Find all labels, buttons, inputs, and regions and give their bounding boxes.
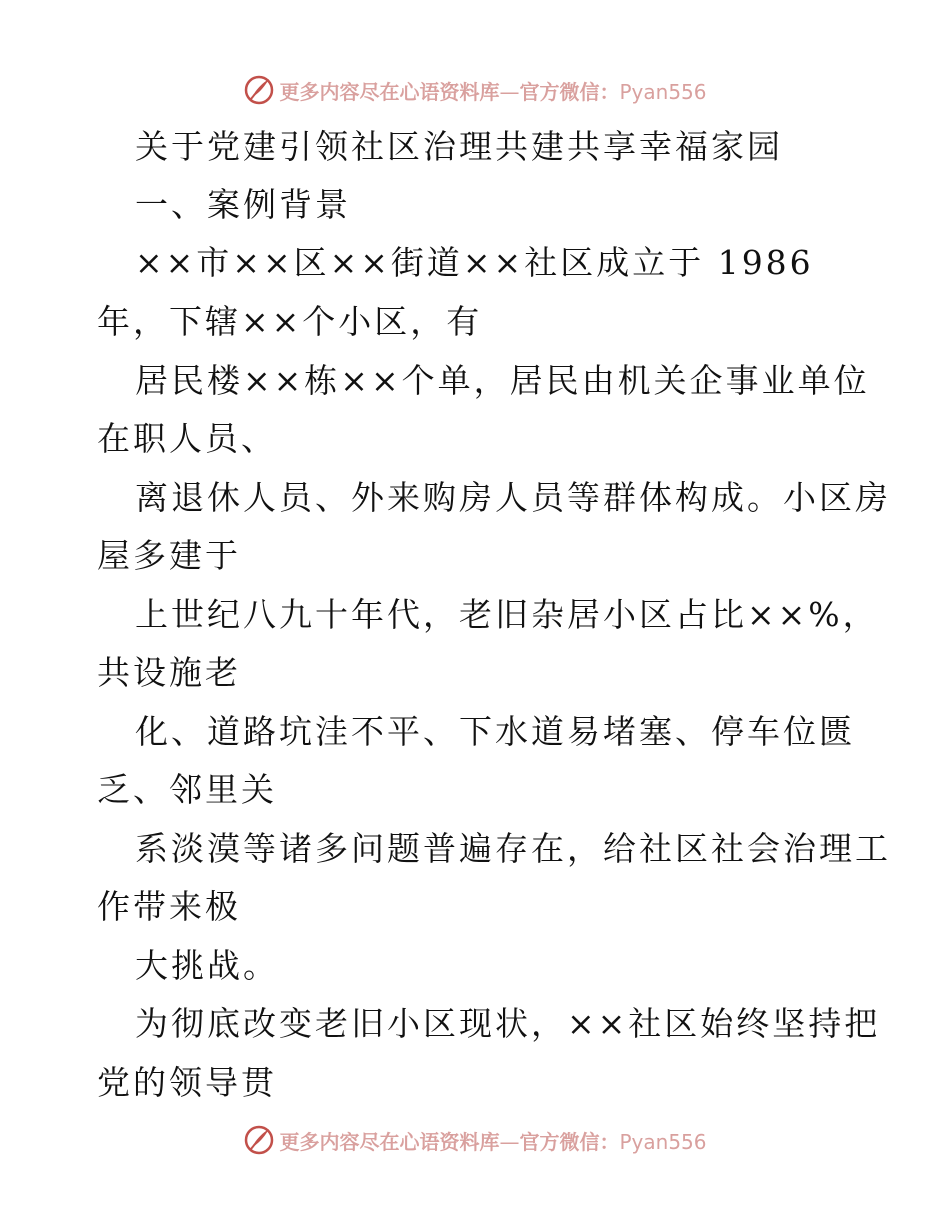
paragraph-line: 共设施老	[97, 653, 241, 692]
watermark-wechat-id: Pyan556	[619, 79, 707, 104]
watermark-separator: —	[499, 1129, 520, 1154]
paragraph-line: 离退休人员、外来购房人员等群体构成。小区房	[135, 478, 891, 517]
paragraph-line: 屋多建于	[97, 536, 241, 575]
section-heading: 一、案例背景	[135, 185, 351, 224]
paragraph-line: 化、道路坑洼不平、下水道易堵塞、停车位匮	[135, 712, 855, 751]
document-title: 关于党建引领社区治理共建共享幸福家园	[135, 127, 783, 166]
watermark-wechat-label: 官方微信：	[519, 1129, 620, 1154]
quill-logo-icon	[243, 1124, 275, 1156]
header-watermark	[0, 70, 950, 110]
paragraph-line: 大挑战。	[135, 946, 279, 985]
paragraph-line: 作带来极	[97, 887, 241, 926]
watermark-wechat-id: Pyan556	[619, 1129, 707, 1154]
paragraph-line: 为彻底改变老旧小区现状，××社区始终坚持把	[135, 1004, 881, 1043]
paragraph-line: 上世纪八九十年代，老旧杂居小区占比××%，	[135, 595, 879, 634]
watermark-separator: —	[499, 79, 520, 104]
watermark-text	[279, 1126, 706, 1155]
paragraph-line: 在职人员、	[97, 419, 277, 458]
paragraph-line: ××市××区××街道××社区成立于 1986	[135, 243, 814, 282]
paragraph-line: 年，下辖××个小区，有	[97, 302, 483, 341]
paragraph-line: 系淡漠等诸多问题普遍存在，给社区社会治理工	[135, 829, 891, 868]
footer-watermark	[0, 1120, 950, 1160]
watermark-main-text: 更多内容尽在心语资料库	[279, 79, 500, 104]
paragraph-line: 党的领导贯	[97, 1063, 277, 1102]
paragraph-line: 居民楼××栋××个单，居民由机关企事业单位	[135, 361, 870, 400]
watermark-text	[279, 76, 706, 105]
quill-logo-icon	[243, 74, 275, 106]
paragraph-line: 乏、邻里关	[97, 770, 277, 809]
watermark-wechat-label: 官方微信：	[519, 79, 620, 104]
watermark-main-text: 更多内容尽在心语资料库	[279, 1129, 500, 1154]
